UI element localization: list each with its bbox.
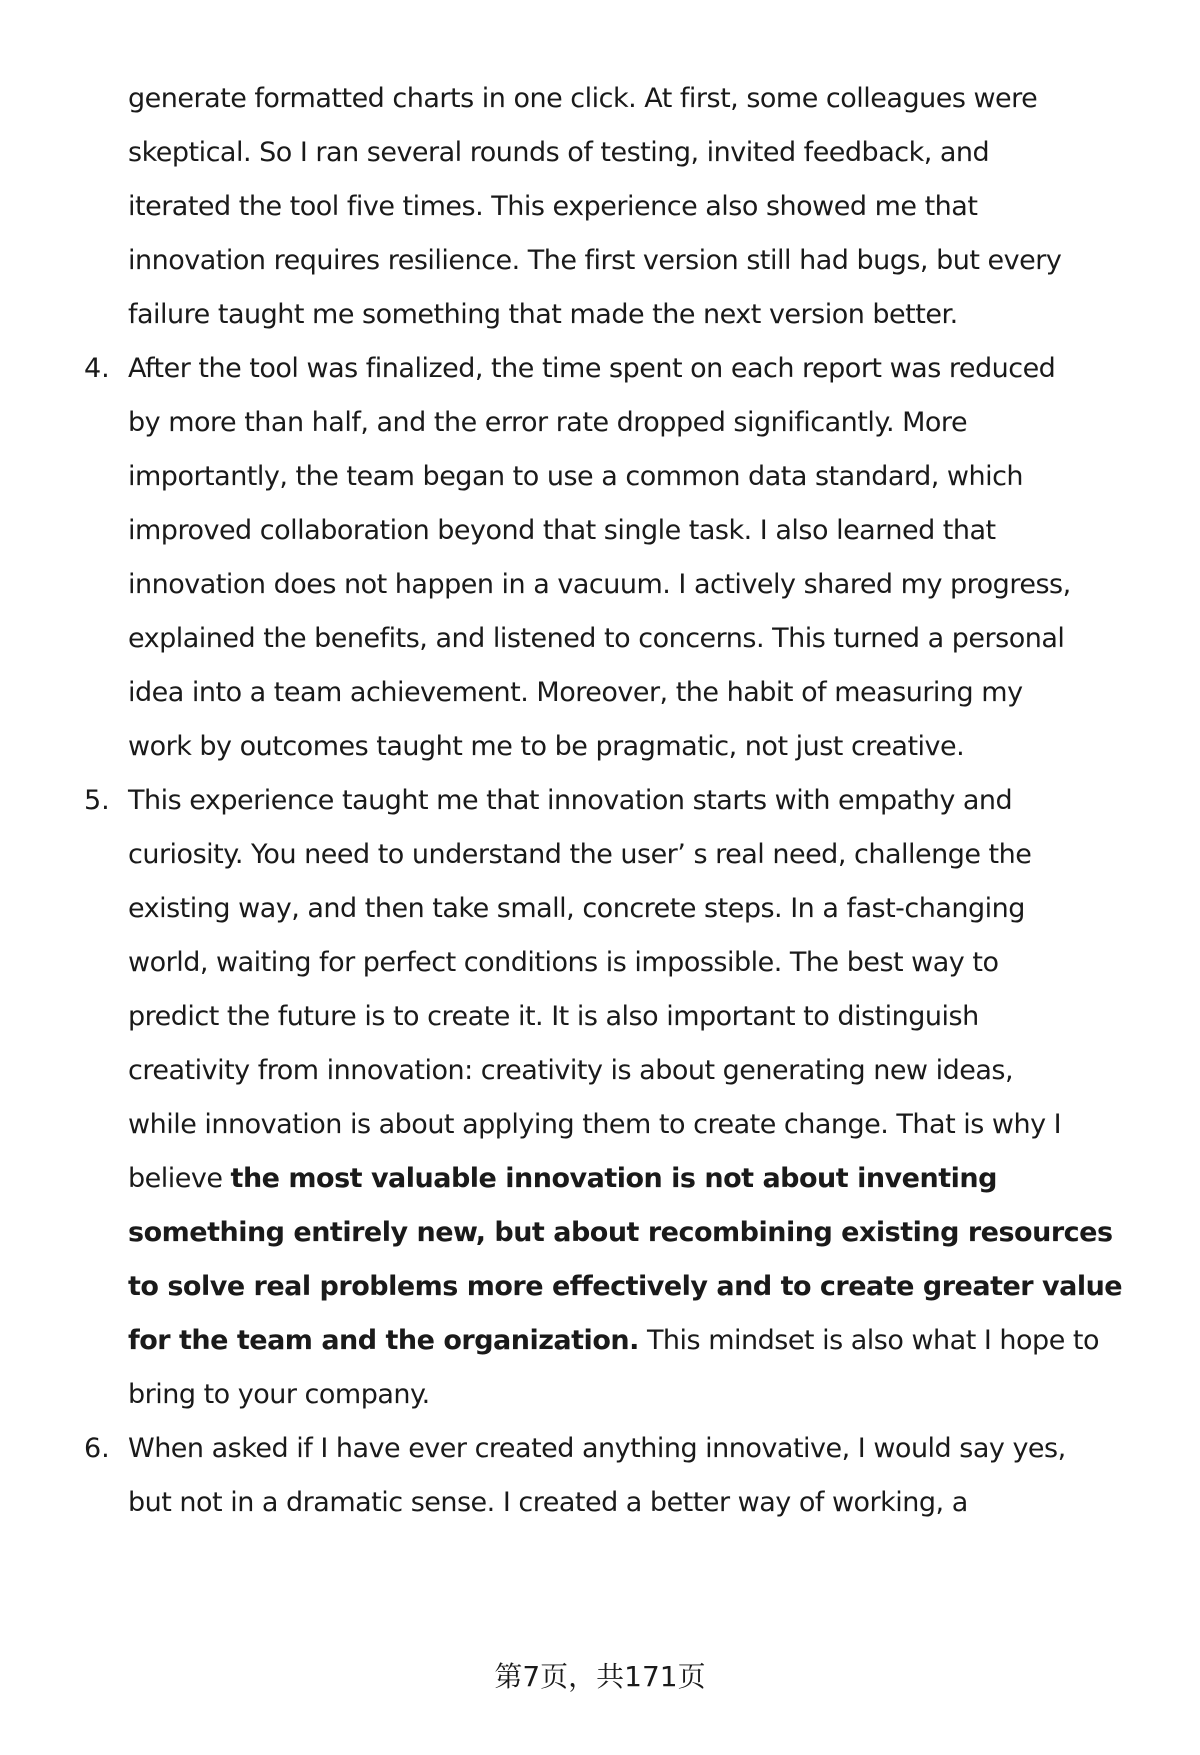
page-number-footer: 第7页，共171页 xyxy=(494,1660,706,1693)
list-number: 4. xyxy=(84,353,110,384)
text-line: generate formatted charts in one click. At first, some colleagues were xyxy=(128,83,1038,114)
text-line: This experience taught me that innovation starts with empathy and xyxy=(128,785,1013,816)
bold-text-run: for the team and the organization. xyxy=(128,1325,639,1356)
text-run: This mindset is also what I hope to xyxy=(638,1325,1099,1356)
text-line: After the tool was finalized, the time spent on each report was reduced xyxy=(128,353,1056,384)
bold-text-line: to solve real problems more effectively and to create greater value xyxy=(128,1271,1123,1302)
text-line: curiosity. You need to understand the user’ s real need, challenge the xyxy=(128,839,1032,870)
text-line: idea into a team achievement. Moreover, the habit of measuring my xyxy=(128,677,1023,708)
text-line xyxy=(128,1159,997,1199)
text-line: bring to your company. xyxy=(128,1379,430,1410)
text-line xyxy=(128,1321,1099,1361)
text-line: by more than half, and the error rate dropped significantly. More xyxy=(128,407,968,438)
text-line: improved collaboration beyond that single task. I also learned that xyxy=(128,515,996,546)
text-line: skeptical. So I ran several rounds of testing, invited feedback, and xyxy=(128,137,990,168)
text-line: predict the future is to create it. It is also important to distinguish xyxy=(128,1001,979,1032)
text-line: importantly, the team began to use a common data standard, which xyxy=(128,461,1024,492)
text-line: When asked if I have ever created anything innovative, I would say yes, xyxy=(128,1433,1066,1464)
text-line: creativity from innovation: creativity is about generating new ideas, xyxy=(128,1055,1014,1086)
list-number: 6. xyxy=(84,1433,110,1464)
text-line: world, waiting for perfect conditions is impossible. The best way to xyxy=(128,947,999,978)
text-run: believe xyxy=(128,1163,231,1194)
text-line: innovation requires resilience. The first version still had bugs, but every xyxy=(128,245,1062,276)
bold-text-run: the most valuable innovation is not about inventing xyxy=(230,1163,997,1194)
text-line: iterated the tool five times. This experience also showed me that xyxy=(128,191,978,222)
text-line: but not in a dramatic sense. I created a better way of working, a xyxy=(128,1487,968,1518)
text-line: failure taught me something that made the next version better. xyxy=(128,299,958,330)
text-line: innovation does not happen in a vacuum. I actively shared my progress, xyxy=(128,569,1071,600)
text-line: existing way, and then take small, concrete steps. In a fast-changing xyxy=(128,893,1025,924)
text-line: while innovation is about applying them to create change. That is why I xyxy=(128,1109,1062,1140)
text-line: explained the benefits, and listened to concerns. This turned a personal xyxy=(128,623,1065,654)
text-line: work by outcomes taught me to be pragmatic, not just creative. xyxy=(128,731,965,762)
list-number: 5. xyxy=(84,785,110,816)
bold-text-line: something entirely new, but about recombining existing resources xyxy=(128,1217,1113,1248)
